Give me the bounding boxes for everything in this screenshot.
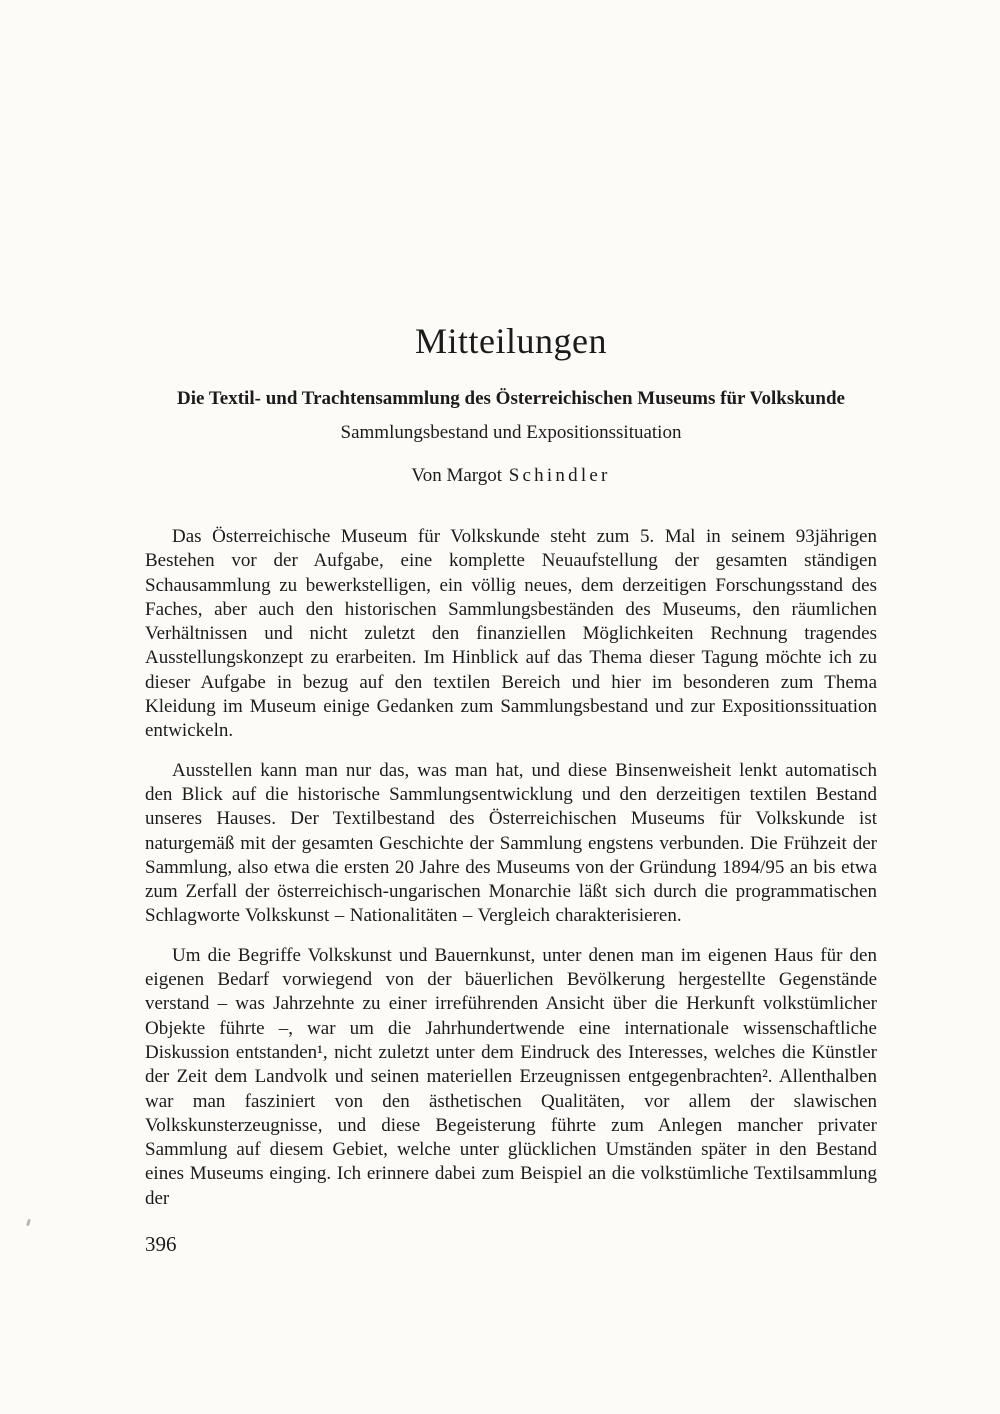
article-heading: Die Textil- und Trachtensammlung des Österreichischen Museums für Volkskunde xyxy=(177,388,845,409)
article-title: Mitteilungen xyxy=(415,321,607,361)
page-number: 396 xyxy=(145,1232,177,1256)
paragraph-1: Das Österreichische Museum für Volkskunde steht zum 5. Mal in seinem 93jährigen Bestehen vor der Aufgabe, eine komplette Neuaufstellung der gesamten ständigen Schausammlung zu bewerkstelligen, ein völlig neues, dem derzeitigen Forschungsstand des Faches, aber auch den historischen Sammlungsbeständen des Museums, den räumlichen Verhältnissen und nicht zuletzt den finanziellen Möglichkeiten Rechnung tragendes Ausstellungskonzept zu erarbeiten. Im Hinblick auf das Thema dieser Tagung möchte ich zu dieser Aufgabe in bezug auf den textilen Bereich und hier im besonderen zum Thema Kleidung im Museum einige Gedanken zum Sammlungsbestand und zur Expositionssituation entwickeln. xyxy=(145,526,877,742)
byline-prefix: Von Margot xyxy=(411,465,503,486)
scan-artifact xyxy=(26,1219,31,1227)
paragraph-3: Um die Begriffe Volkskunst und Bauernkunst, unter denen man im eigenen Haus für den eigenen Bedarf vorwiegend von der bäuerlichen Bevölkerung hergestellte Gegenstände verstand – was Jahrzehnte zu einer irreführenden Ansicht über die Herkunft volkstümlicher Objekte führte –, war um die Jahrhundertwende eine internationale wissenschaftliche Diskussion entstanden¹, nicht zuletzt unter dem Eindruck des Interesses, welches die Künstler der Zeit dem Landvolk und seinen materiellen Erzeugnissen entgegenbrachten². Allenthalben war man fasziniert von den ästhetischen Qualitäten, vor allem der slawischen Volkskunsterzeugnisse, und diese Begeisterung führte zum Anlegen mancher privater Sammlung auf diesem Gebiet, welche unter glücklichen Umständen später in den Bestand eines Museums einging. Ich erinnere dabei zum Beispiel an die volkstümliche Textilsammlung der xyxy=(145,944,877,1209)
article-subtitle: Sammlungsbestand und Expositionssituation xyxy=(340,422,682,443)
article-byline xyxy=(145,465,877,487)
paragraph-2: Ausstellen kann man nur das, was man hat, und diese Binsenweisheit lenkt automatisch den Blick auf die historische Sammlungsentwicklung und den derzeitigen textilen Bestand unseres Hauses. Der Textilbestand des Österreichischen Museums für Volkskunde ist naturgemäß mit der gesamten Geschichte der Sammlung engstens verbunden. Die Frühzeit der Sammlung, also etwa die ersten 20 Jahre des Museums von der Gründung 1894/95 an bis etwa zum Zerfall der österreichisch-ungarischen Monarchie läßt sich durch die programmatischen Schlagworte Volkskunst – Nationalitäten – Vergleich charakterisieren. xyxy=(145,759,877,927)
byline-author-name: Schindler xyxy=(508,465,611,486)
article xyxy=(145,320,877,1226)
